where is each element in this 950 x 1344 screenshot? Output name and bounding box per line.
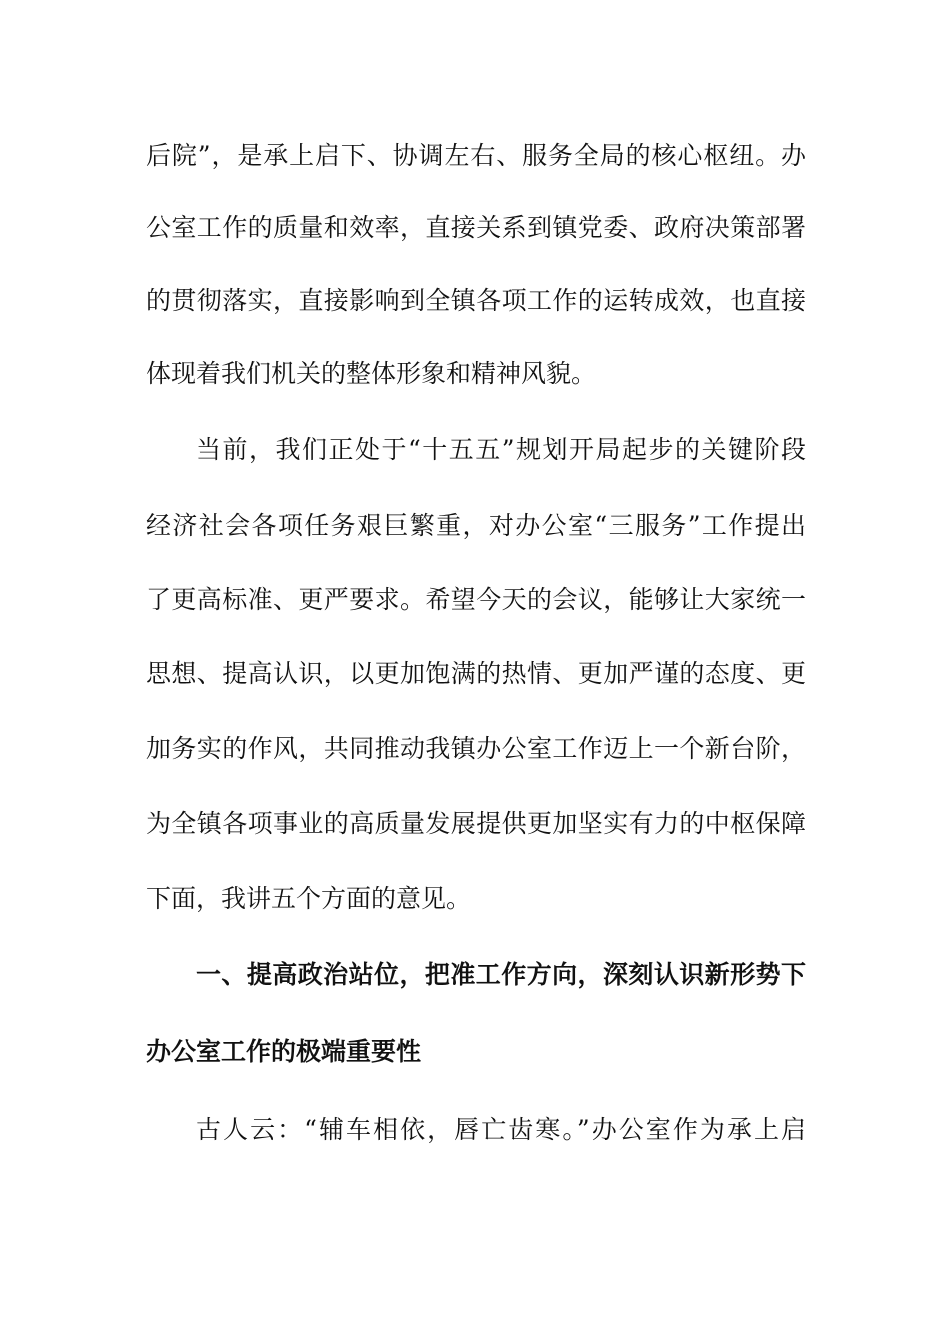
paragraph-line: 的贯彻落实，直接影响到全镇各项工作的运转成效，也直接: [146, 286, 806, 315]
section-heading: 一、提高政治站位，把准工作方向，深刻认识新形势下: [196, 960, 806, 989]
paragraph-line: 了更高标准、更严要求。希望今天的会议，能够让大家统一: [146, 585, 806, 614]
paragraph-line: 经济社会各项任务艰巨繁重，对办公室“三服务”工作提出: [146, 511, 806, 540]
paragraph-line: 古人云：“辅车相依，唇亡齿寒。”办公室作为承上启: [196, 1115, 806, 1144]
paragraph-line: 加务实的作风，共同推动我镇办公室工作迈上一个新台阶，: [146, 734, 806, 763]
paragraph-line: 思想、提高认识，以更加饱满的热情、更加严谨的态度、更: [146, 659, 806, 688]
paragraph-line: 为全镇各项事业的高质量发展提供更加坚实有力的中枢保障: [146, 809, 806, 838]
paragraph-line: 体现着我们机关的整体形象和精神风貌。: [146, 359, 597, 388]
paragraph-line: 下面，我讲五个方面的意见。: [146, 884, 472, 913]
paragraph-line: 公室工作的质量和效率，直接关系到镇党委、政府决策部署: [146, 213, 806, 242]
paragraph-line: 后院”，是承上启下、协调左右、服务全局的核心枢纽。办: [146, 141, 806, 170]
paragraph-line: 当前，我们正处于“十五五”规划开局起步的关键阶段: [196, 435, 806, 464]
section-heading: 办公室工作的极端重要性: [146, 1037, 422, 1066]
